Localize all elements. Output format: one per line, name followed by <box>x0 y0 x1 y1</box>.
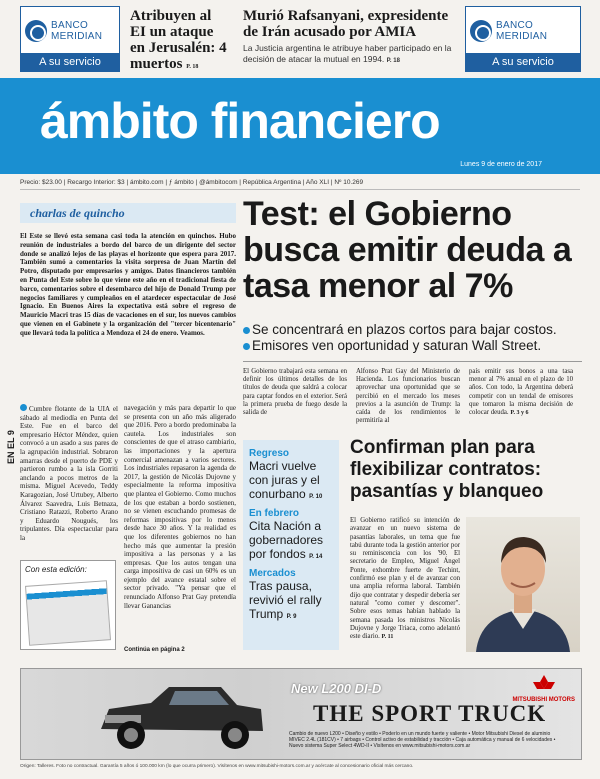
bank-globe-icon <box>470 20 492 42</box>
sidebar-kicker: Mercados <box>249 568 296 579</box>
sidebar-headline: Tras pausa, revivió el rally Trump <box>249 579 322 621</box>
sidebar-page: P. 9 <box>286 614 297 620</box>
bank-name: BANCO MERIDIAN <box>496 20 548 42</box>
ad-footer: Origen: Talleres. Foto no contractual. Garantía 5 años ó 100.000 km (lo que ocurra primero). Visítenos en www.mitsubishi-motors.com.ar y acércate al concesionario oficial más cercano. <box>20 764 414 769</box>
sidebar-kicker: Regreso <box>249 448 290 459</box>
ad-brand <box>512 675 575 703</box>
continues-link[interactable]: Continúa en página 2 <box>124 647 185 653</box>
teaser-jerusalem[interactable] <box>130 8 228 75</box>
edition-label: Con esta edición: <box>25 565 87 574</box>
truck-ad[interactable] <box>20 668 582 760</box>
ad-fine-print: Cambio de nuevo L200 • Diseño y estilo • Poderío en un mundo fuerte y valiente • Motor Mitsubishi Diesel de aluminio MIVEC 2.4L (181CV) • 7 airbags • Control activo de estabilidad y tracción • Caja automática y manual de 6 velocidades • Nuevo sistema Super Select 4WD-II • Visítenos en www.mitsubishi-motors.com.ar <box>289 731 556 749</box>
main-story-col-3 <box>469 368 573 417</box>
divider <box>243 361 582 362</box>
sidebar-item-regreso[interactable] <box>249 448 333 504</box>
truck-illustration <box>91 675 271 755</box>
masthead <box>0 78 600 174</box>
section-title: charlas de quincho <box>30 206 125 220</box>
mitsubishi-logo-icon <box>533 675 555 695</box>
sidebar-page: P. 10 <box>309 494 323 500</box>
bank-ad-right[interactable] <box>465 6 581 72</box>
section-header <box>20 203 236 223</box>
sidebar-item-febrero[interactable] <box>249 508 333 564</box>
supplement-thumbnail <box>25 580 111 646</box>
main-bullet-1 <box>243 322 583 338</box>
ad-brand-text: MITSUBISHI MOTORS <box>512 697 575 703</box>
second-story-page: P. 11 <box>381 634 394 641</box>
teaser-headline: Atribuyen al EI un ataque en Jerusalén: 4 muertos <box>130 8 227 72</box>
main-bullet-text: Emisores ven oportunidad y saturan Wall Street. <box>252 338 542 353</box>
teaser-rafsanyani[interactable] <box>243 8 455 67</box>
column-text-2: navegación y más para departir lo que se presenta con un año más aligerado que 2016. Pero a bordo predominaba la cautela. Los industriales son conscientes de que el atraso cambiario, las importaciones y la apertura comercial amenazan a varios sectores. Los industriales repasaron la agenda de 2017, la gestión de Nicolás Dujovne y especialmente la reforma impositiva que plantea el Gobierno. Como muchos de los que estaban a bordo sostienen, no se vienen escuchando promesas de reformas impositivas por lo menos desde hace 30 años. Y la realidad es que los diferentes gobiernos no han hecho más que aumentar la presión impositiva a las personas y a las empresas. Que los autos tengan una carga impositiva de casi un 60% es un ejemplo del avance estatal sobre el sector privado. "Ya pensar que el renunciado Alfonso Prat Gay pretendía llevar Ganancias <box>124 404 236 610</box>
info-bar: Precio: $23.00 | Recargo Interior: $3 | ámbito.com | ƒ ámbito | @ámbitocom | República Argentina | Año XLI | Nº 10.269 <box>20 176 580 190</box>
bank-slogan: A su servicio <box>466 53 580 71</box>
sidebar-headline: Cita Nación a gobernadores por fondos <box>249 519 324 561</box>
newspaper-title: ámbito financiero <box>40 93 440 149</box>
main-story-page: P. 3 y 6 <box>510 410 529 417</box>
column-text-1 <box>20 404 118 543</box>
issue-date: Lunes 9 de enero de 2017 <box>460 161 542 168</box>
main-bullet-text: Se concentrará en plazos cortos para bajar costos. <box>252 322 557 337</box>
bullet-icon <box>20 404 27 411</box>
main-story-col-3-text: país emitir sus bonos a una tasa menor al 7% anual en el plazo de 10 años. Con todo, la Argentina deberá competir con un tendal de emisores que tomaron la misma decisión de colocar deuda. <box>469 368 573 417</box>
sidebar-page: P. 14 <box>309 554 323 560</box>
sidebar-kicker: En febrero <box>249 508 300 519</box>
ad-model: New L200 DI-D <box>291 681 382 696</box>
second-headline[interactable]: Confirman plan para flexibilizar contratos: pasantías y blanqueo <box>350 437 544 502</box>
ad-slogan: THE SPORT TRUCK <box>313 701 547 726</box>
bullet-icon <box>243 343 250 350</box>
ticker-text: EN EL 9 <box>6 430 16 464</box>
ticker-label <box>5 404 19 474</box>
second-story-body <box>350 517 460 641</box>
bank-name: BANCO MERIDIAN <box>51 20 103 42</box>
main-bullet-2 <box>243 338 583 354</box>
main-headline[interactable]: Test: el Gobierno busca emitir deuda a tasa menor al 7% <box>243 195 572 305</box>
teaser-headline: Murió Rafsanyani, expresidente de Irán acusado por AMIA <box>243 8 449 40</box>
news-sidebar <box>243 440 339 650</box>
bullet-icon <box>243 327 250 334</box>
column-text-1-content: Cumbre flotante de la UIA el sábado al mediodía en Punta del Este. Fue en el barco del empresario Héctor Méndez, quien convocó a un asado a sus pares de la agrupación industrial. Sobraron amarras desde el puerto de PDE y partieron rumbo a la isla Gorriti anclando a pocos metros de la misma. Miguel Acevedo, Teddy Karagozian, José Urtubey, Alberto Álvarez Saavedra, Luis Betnaza, Cristiano Ratazzi, Roberto Arano y Eduardo Nougués, los tripulantes. Día espectacular para la <box>20 405 118 542</box>
second-story-text: El Gobierno ratificó su intención de avanzar en un nuevo sistema de pasantías laborales, un tema que fue tabú durante toda la gestión anterior por su reminiscencia con los '90. El secretario de Empleo, Miguel Ángel Ponte, exhombre fuerte de Techint, confirmó ese plan y el de avanzar con una amplia reforma laboral. También dijo que contratar y despedir debería ser natural "como comer y descomer". Sobre esos temas habían hablado la semana pasada los ministros Nicolás Dujovne y Jorge Triaca, como adelantó este diario. <box>350 517 460 641</box>
bank-globe-icon <box>25 20 47 42</box>
sidebar-item-mercados[interactable] <box>249 568 333 624</box>
bank-slogan: A su servicio <box>21 53 119 71</box>
edition-supplement[interactable] <box>20 560 116 650</box>
main-story-col-2: Alfonso Prat Gay del Ministerio de Hacienda. Los funcionarios buscan aprovechar una oportunidad que se percibió en el mercado los meses previos a la asunción de Trump: la caída de los rendimientos le permitiría al <box>356 368 460 425</box>
teaser-body: La Justicia argentina le atribuye haber participado en la decisión de atacar la mutual en 1994. <box>243 43 452 64</box>
bank-ad-left[interactable] <box>20 6 120 72</box>
portrait-photo <box>466 517 580 652</box>
teaser-page: P. 18 <box>386 58 400 64</box>
main-story-col-1: El Gobierno trabajará esta semana en definir los últimos detalles de los títulos de deuda que saldrá a colocar para captar fondos en el exterior. Será la primera prueba de fuego desde la salida de <box>243 368 347 417</box>
portrait-illustration <box>466 517 580 652</box>
teaser-page: P. 18 <box>186 64 199 70</box>
sidebar-headline: Macri vuelve con juras y el conurbano <box>249 459 320 501</box>
column-intro: El Este se llevó esta semana casi toda la atención en quinchos. Hubo reunión de industriales a bordo del barco de un dirigente del sector donde se analizó lejos de las playas el horizonte que espera para 2017. También sumó a comentarios la visita sorpresa de Juan Martín del Potro, disputado por empresarios y amigos. Datos financieros también en Punta del Este sobre lo que viene este año en el tradicional fiesta de barco, comentarios sobre el desembarco del hijo de Donald Trump por negocios familiares y cumpleaños en el atardecer espectacular de José Ignacio. En Buenos Aires la expectativa está sobre el regreso de Mauricio Macri tras 15 días de vacaciones en el sur, los nuevos cambios que vienen en el Gabinete y la organización del "tercer bicentenario" que llevará toda la política a Mendoza el 24 de enero. Veamos. <box>20 232 236 337</box>
main-bullets <box>243 322 583 354</box>
